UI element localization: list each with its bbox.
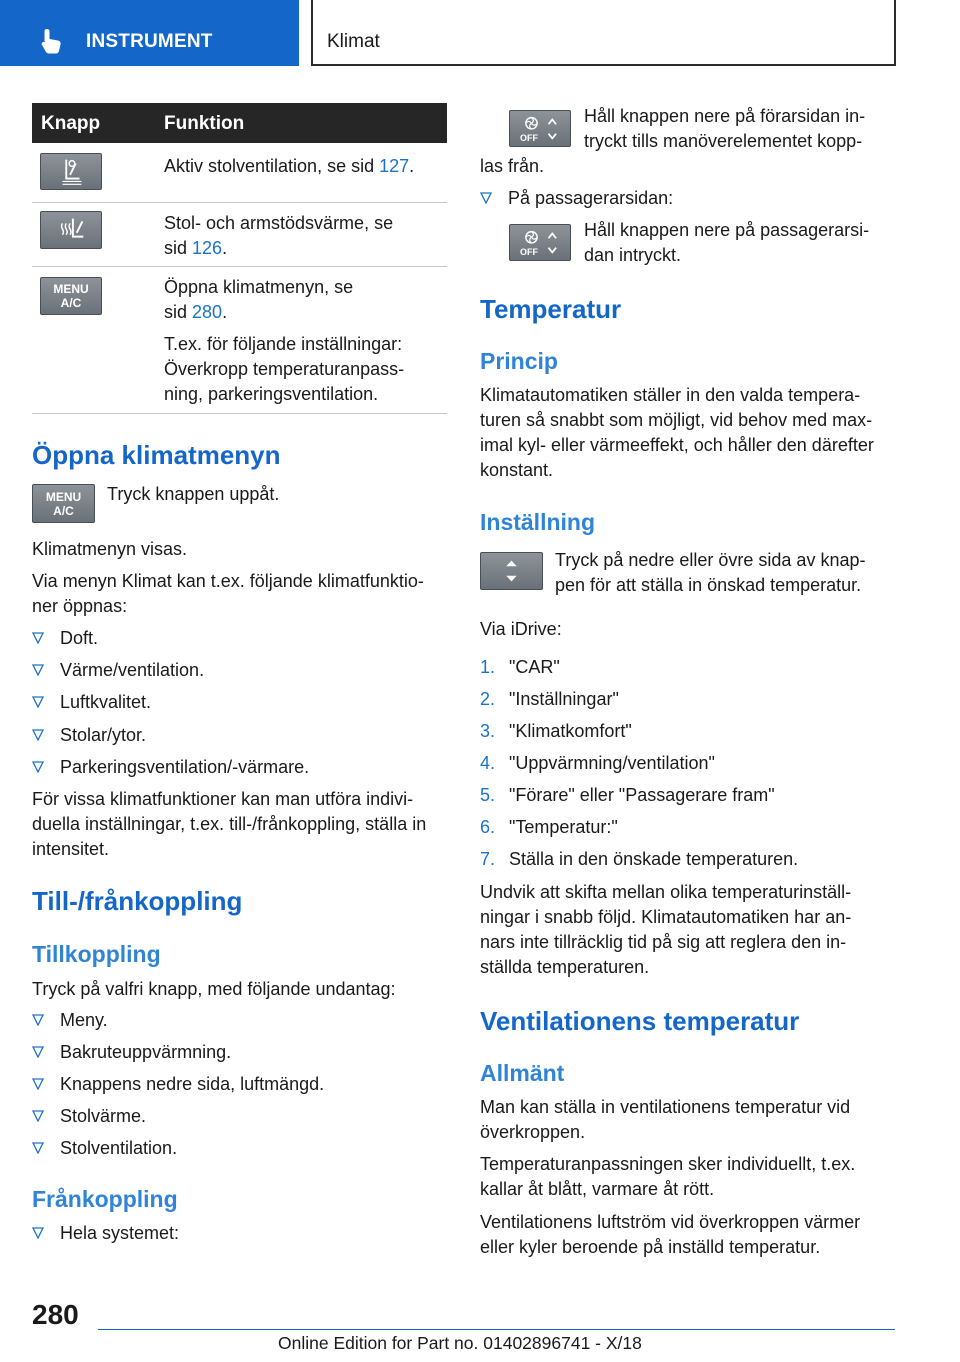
paragraph: Via menyn Klimat kan t.ex. följande klimatfunktio- ner öppnas: [32,571,424,616]
column-header-button: Knapp [41,113,101,134]
paragraph: Håll knappen nere på passagerarsi- dan intryckt. [584,220,870,265]
press-up-text: Tryck knappen uppåt. [107,484,280,504]
step-item: 3. "Klimatkomfort" [480,719,890,744]
table-cell-function: Stol- och armstödsvärme, se sid 126. [164,213,394,258]
list-item: Stolvärme. [32,1104,432,1129]
step-number: 6. [480,817,496,837]
heading-ventilation-temperature: Ventilationens temperatur [480,1006,800,1036]
menu-ac-button-icon: MENU A/C [40,277,102,315]
chapter-tab-label: INSTRUMENT [86,31,213,52]
paragraph: Ventilationens luftström vid överkroppen värmer eller kyler beroende på inställd temperatur. [480,1212,861,1257]
footer-divider [98,1329,895,1330]
heading-open-climate-menu: Öppna klimatmenyn [32,440,281,470]
triangle-bullet-icon [32,1110,44,1122]
fan-off-button-icon: OFF [509,224,571,261]
button-function-table [32,103,447,414]
temperature-rocker-button-icon [480,552,543,590]
table-header [32,103,447,143]
heading-switch-on: Tillkoppling [32,941,161,967]
list-item: Knappens nedre sida, luftmängd. [32,1072,432,1097]
triangle-bullet-icon [32,632,44,644]
step-item: 5. "Förare" eller "Passagerare fram" [480,783,890,808]
paragraph: las från. [480,156,545,176]
paragraph: Klimatautomatiken ställer in den valda tempera- turen så snabbt som möjligt, vid behov med max- imal kyl- eller värmeeffekt, och håller den därefter konstant. [480,385,874,480]
heading-temperature: Temperatur [480,294,622,324]
list-item: Hela systemet: [32,1221,432,1246]
list-item: Meny. [32,1008,432,1033]
heading-switch-off: Frånkoppling [32,1186,178,1212]
table-cell-function: Öppna klimatmenyn, se sid 280. T.ex. för följande inställningar: Överkropp temperaturanpass- ning, parkeringsventilation. [164,277,405,404]
heading-principle: Princip [480,348,558,374]
triangle-bullet-icon [32,761,44,773]
chapter-tab[interactable] [0,0,299,66]
table-row [32,143,447,203]
pointing-hand-icon [38,27,66,55]
paragraph: Undvik att skifta mellan olika temperaturinställ- ningar i snabb följd. Klimatautomatiken har an- nars inte tillräcklig tid på sig att reglera den in- ställda temperaturen. [480,882,852,977]
footer-edition: Online Edition for Part no. 01402896741 - X/18 [278,1333,642,1353]
table-cell-function: Aktiv stolventilation, se sid 127. [164,156,415,176]
step-item: 1. "CAR" [480,655,890,680]
heading-setting: Inställning [480,509,595,535]
step-item: 7. Ställa in den önskade temperaturen. [480,847,890,872]
list-item: Stolar/ytor. [32,723,432,748]
paragraph: Temperaturanpassningen sker individuellt, t.ex. kallar åt blått, varmare åt rött. [480,1154,856,1199]
page-link[interactable]: 126 [192,238,223,258]
heading-on-off: Till-/frånkoppling [32,886,243,916]
step-item: 6. "Temperatur:" [480,815,890,840]
section-header [311,0,896,66]
table-row [32,267,447,414]
list-item: Stolventilation. [32,1136,432,1161]
paragraph: Tryck på nedre eller övre sida av knap- pen för att ställa in önskad temperatur. [555,550,866,595]
section-title: Klimat [327,31,380,52]
table-row [32,203,447,267]
triangle-bullet-icon [32,1014,44,1026]
list-item: Doft. [32,626,432,651]
page-number: 280 [32,1299,79,1330]
menu-ac-button-icon: MENU A/C [32,484,95,523]
paragraph: Håll knappen nere på förarsidan in- tryckt tills manöverelementet kopp- [584,106,866,151]
step-number: 1. [480,657,496,677]
list-item: Luftkvalitet. [32,690,432,715]
heading-general: Allmänt [480,1060,565,1086]
triangle-bullet-icon [32,696,44,708]
triangle-bullet-icon [32,664,44,676]
triangle-bullet-icon [32,1227,44,1239]
triangle-bullet-icon [32,1046,44,1058]
step-number: 3. [480,721,496,741]
page-link[interactable]: 127 [379,156,410,176]
paragraph: För vissa klimatfunktioner kan man utföra indivi- duella inställningar, t.ex. till-/frånkoppling, ställa in intensitet. [32,789,427,859]
step-item: 2. "Inställningar" [480,687,890,712]
triangle-bullet-icon [32,1142,44,1154]
seat-ventilation-button-icon [40,153,102,190]
list-item: Parkeringsventilation/-värmare. [32,755,432,780]
step-number: 2. [480,689,496,709]
step-item: 4. "Uppvärmning/ventilation" [480,751,890,776]
step-number: 7. [480,849,496,869]
paragraph: Tryck på valfri knapp, med följande undantag: [32,979,396,999]
triangle-bullet-icon [480,192,492,204]
fan-off-button-icon: OFF [509,110,571,147]
list-item: Värme/ventilation. [32,658,432,683]
column-header-function: Funktion [164,113,245,134]
triangle-bullet-icon [32,1078,44,1090]
paragraph: Klimatmenyn visas. [32,539,188,559]
list-item: Bakruteuppvärmning. [32,1040,432,1065]
paragraph: Via iDrive: [480,619,562,639]
step-number: 5. [480,785,496,805]
triangle-bullet-icon [32,729,44,741]
paragraph: Man kan ställa in ventilationens temperatur vid överkroppen. [480,1097,851,1142]
step-number: 4. [480,753,496,773]
list-item: På passagerarsidan: [480,186,880,211]
seat-heating-button-icon [40,211,102,249]
page-link[interactable]: 280 [192,302,223,322]
